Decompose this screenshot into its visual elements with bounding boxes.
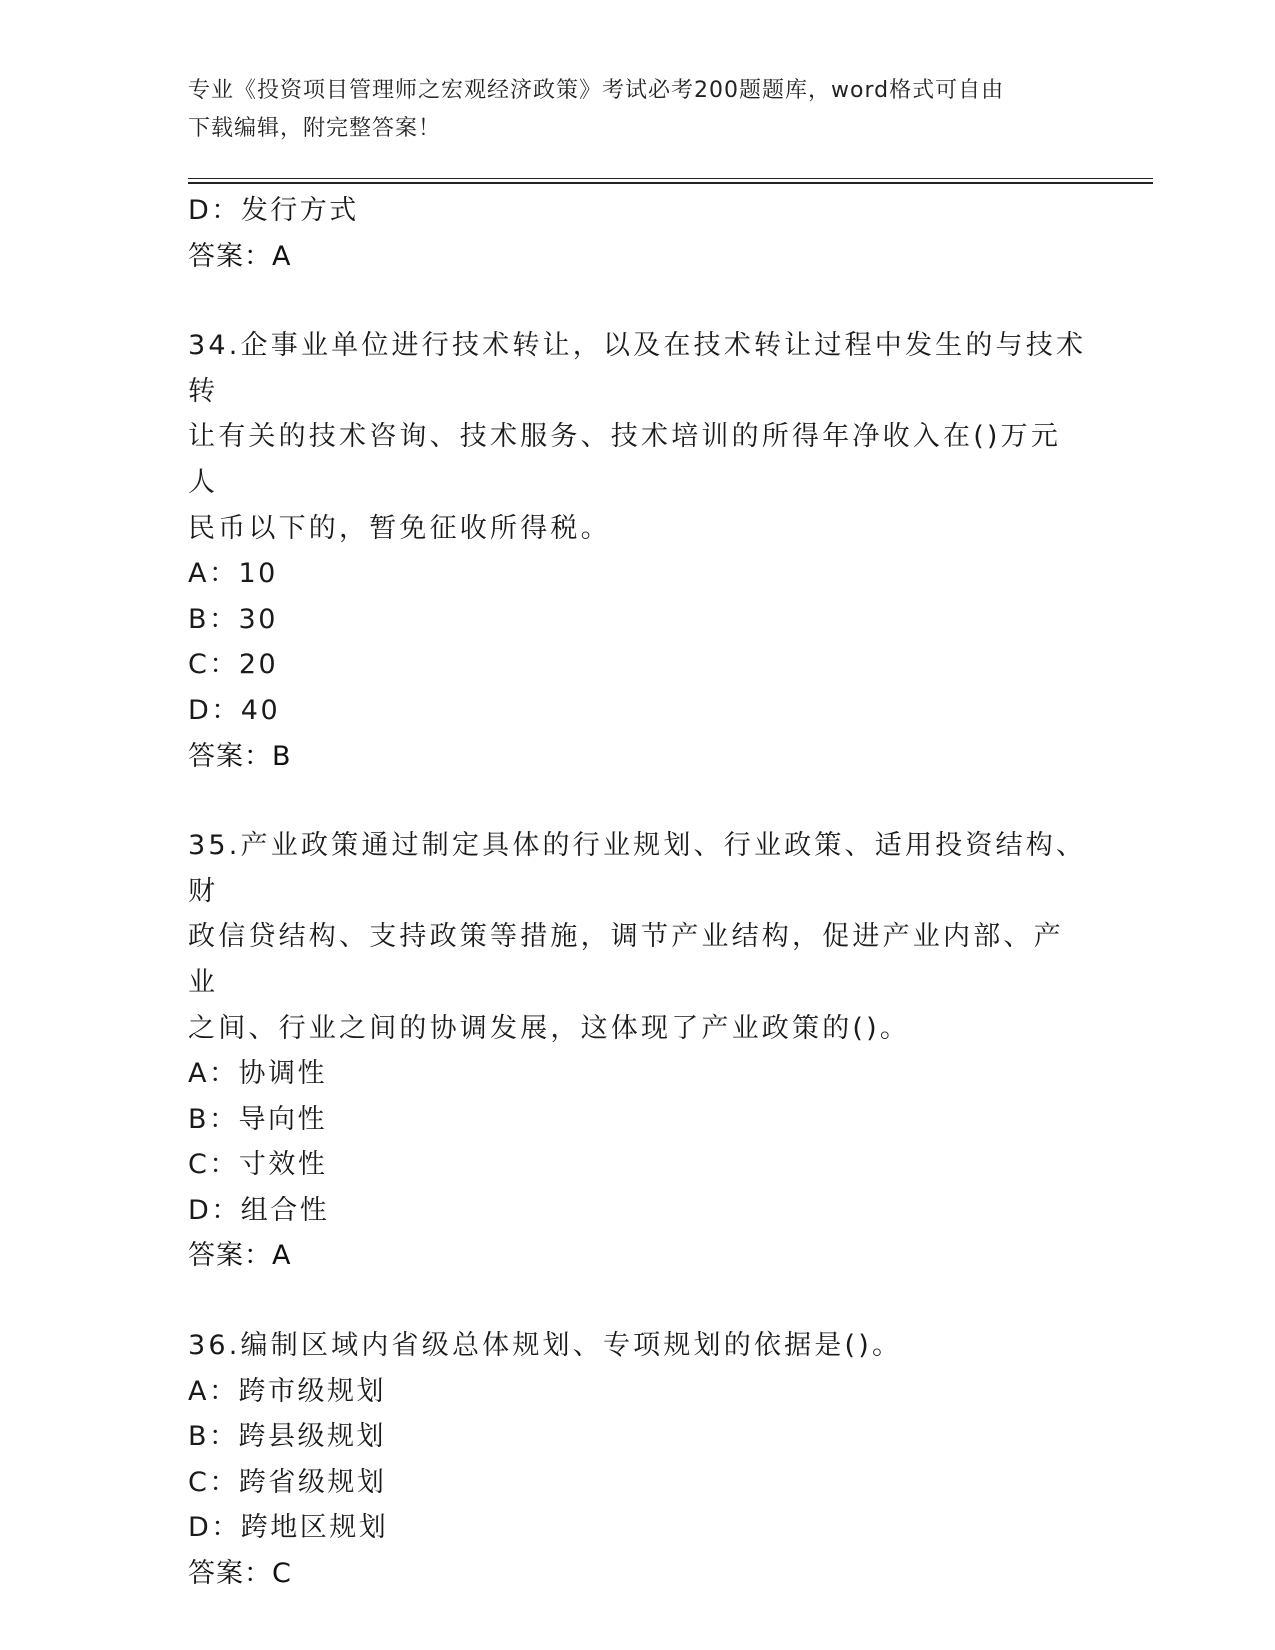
answer-line: 答案：A [188, 240, 292, 272]
spacer [188, 279, 1088, 323]
question-36 [188, 1323, 1088, 1597]
option-b: B：跨县级规划 [188, 1421, 387, 1453]
question-text-line: 让有关的技术咨询、技术服务、技术培训的所得年净收入在()万元人 [188, 421, 1062, 498]
option-a: A：10 [188, 558, 278, 590]
option-d: D：组合性 [188, 1194, 330, 1226]
header-rule-thick [188, 182, 1153, 184]
question-35 [188, 823, 1088, 1279]
answer-line: 答案：B [188, 740, 292, 772]
option-c: C：20 [188, 649, 279, 681]
option-c: C：寸效性 [188, 1149, 328, 1181]
option-d: D：40 [188, 694, 281, 726]
option-b: B：导向性 [188, 1103, 328, 1135]
previous-question-tail [188, 188, 1088, 279]
header-line-1: 专业《投资项目管理师之宏观经济政策》考试必考200题题库，word格式可自由 [188, 78, 1005, 103]
option-a: A：跨市级规划 [188, 1375, 386, 1407]
option-a: A：协调性 [188, 1058, 327, 1090]
answer-line: 答案：C [188, 1558, 292, 1590]
question-text-line: 之间、行业之间的协调发展，这体现了产业政策的()。 [188, 1012, 911, 1044]
header-rule-thin [188, 178, 1153, 179]
question-text-line: 民币以下的，暂免征收所得税。 [188, 512, 611, 544]
question-text-line: 35.产业政策通过制定具体的行业规划、行业政策、适用投资结构、财 [188, 830, 1087, 907]
option-c: C：跨省级规划 [188, 1466, 387, 1498]
option-d: D：发行方式 [188, 195, 359, 226]
spacer [188, 1279, 1088, 1323]
header-line-2: 下载编辑，附完整答案！ [188, 116, 442, 141]
document-header [188, 72, 1088, 148]
option-b: B：30 [188, 603, 278, 635]
question-34 [188, 323, 1088, 779]
option-d: D：跨地区规划 [188, 1512, 389, 1544]
spacer [188, 779, 1088, 823]
document-body [188, 188, 1088, 1597]
question-text-line: 34.企事业单位进行技术转让，以及在技术转让过程中发生的与技术转 [188, 330, 1087, 407]
question-text-line: 36.编制区域内省级总体规划、专项规划的依据是()。 [188, 1330, 903, 1362]
question-text-line: 政信贷结构、支持政策等措施，调节产业结构，促进产业内部、产业 [188, 921, 1064, 998]
answer-line: 答案：A [188, 1240, 292, 1272]
